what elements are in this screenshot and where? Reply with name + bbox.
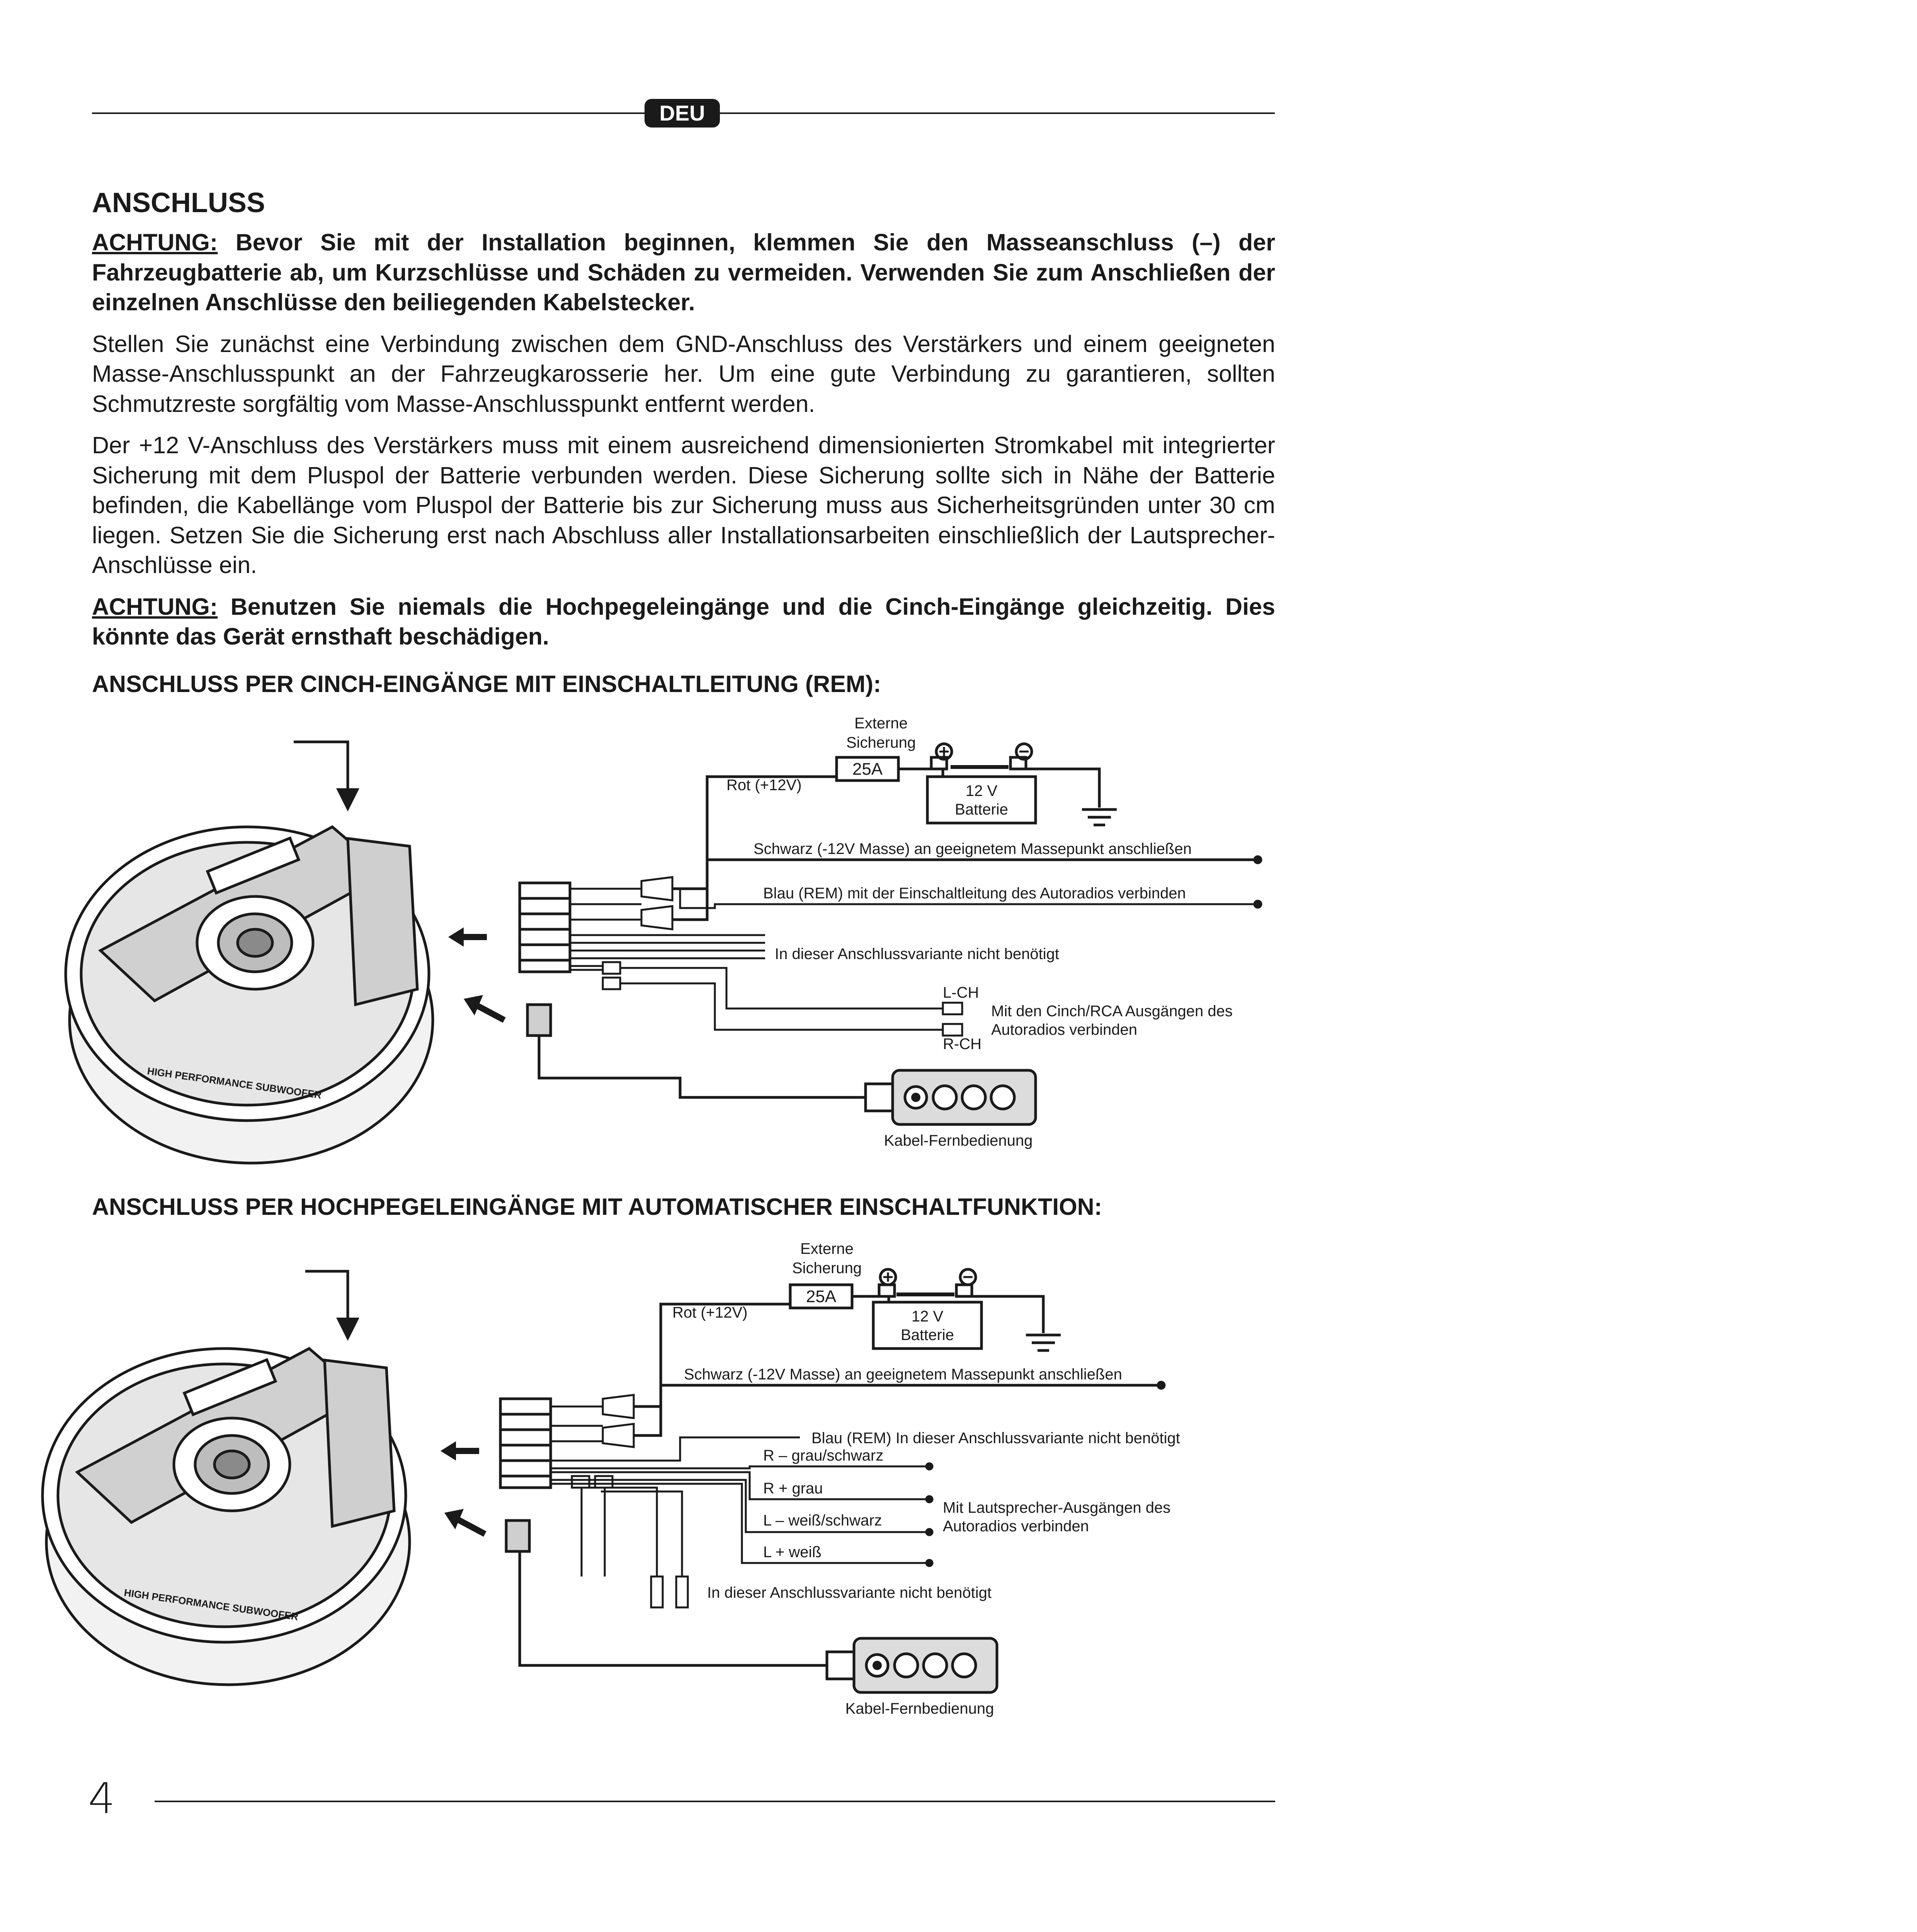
l-minus-label: L – weiß/schwarz [763,1512,882,1529]
ground-wire-end [1255,857,1261,863]
subwoofer-unit [43,1349,410,1685]
ground-paragraph: Stellen Sie zunächst eine Verbindung zwischen dem GND-Anschluss des Verstärkers und einem geeigneten Masse-Anschlusspunkt an der Fahrzeugkarosserie her. Um eine gute Verbindung zu garantieren, sollten Schmutzreste sorgfältig vom Masse-Anschlusspunkt entfernt werden. [92,330,1275,417]
diagram-1-heading: ANSCHLUSS PER CINCH-EINGÄNGE MIT EINSCHALTLEITUNG (REM): [92,671,881,697]
battery-label-line2: Batterie [901,1327,954,1344]
rca-label-line1: Mit den Cinch/RCA Ausgängen des [991,1003,1233,1020]
fuse-value: 25A [806,1287,837,1306]
battery-label-line1: 12 V [965,782,998,799]
wire-bundle [570,877,765,989]
unused-rca-plugs [582,1488,688,1607]
r-minus-label: R – grau/schwarz [763,1447,884,1464]
l-plus-label: L + weiß [763,1544,822,1561]
rch-label: R-CH [943,1036,981,1053]
warning-paragraph-1 [92,228,1275,317]
black-wire-label: Schwarz (-12V Masse) an geeignetem Massepunkt anschließen [754,840,1192,857]
connector-arrow [448,927,504,1020]
warning-text: Benutzen Sie niemals die Hochpegeleingänge und die Cinch-Eingänge gleichzeitig. Dies könnte das Gerät ernsthaft beschädigen. [92,593,1275,650]
fuse-value: 25A [852,760,883,779]
speaker-label-line2: Autoradios verbinden [943,1518,1089,1535]
speaker-label-line1: Mit Lautsprecher-Ausgängen des [943,1499,1171,1516]
red-wire-label: Rot (+12V) [672,1304,748,1321]
header-rule-right [720,112,1275,114]
warning-text: Bevor Sie mit der Installation beginnen, klemmen Sie den Masseanschluss (–) der Fahrzeugbatterie ab, um Kurzschlüsse und Schäden zu vermeiden. Verwenden Sie zum Anschließen der einzelnen Anschlüsse den beiliegenden Kabelstecker. [92,229,1275,316]
device-print: HIGH PERFORMANCE SUBWOOFER [123,1587,299,1623]
unused-rca-label: In dieser Anschlussvariante nicht benötigt [707,1584,992,1601]
diagram-2-heading: ANSCHLUSS PER HOCHPEGELEINGÄNGE MIT AUTOMATISCHER EINSCHALTFUNKTION: [92,1194,1102,1220]
wiring-diagram-high-level [0,1221,1314,1735]
r-plus-label: R + grau [763,1480,823,1497]
fuse-label-line2: Sicherung [846,734,916,751]
remote-control-cable [539,1036,866,1097]
subwoofer-unit [66,827,433,1163]
wiring-diagram-rca [0,696,1314,1159]
remote-label: Kabel-Fernbedienung [884,1132,1033,1149]
header-rule-left [92,112,645,114]
ground-wire-end [1158,1382,1164,1388]
connector-arrow [441,1441,485,1534]
lch-label: L-CH [943,984,979,1001]
remote-control-unit [866,1070,1036,1124]
section-title: ANSCHLUSS [92,187,265,218]
mount-arrow [305,1271,359,1341]
wire-harness-plug [500,1399,551,1551]
mount-arrow [294,742,359,811]
page-number: 4 [88,1774,115,1823]
wire-harness-plug [520,883,570,1036]
fuse-label-line1: Externe [800,1240,854,1257]
body-text [92,185,1275,663]
rca-label-line2: Autoradios verbinden [991,1021,1138,1038]
fuse-label-line2: Sicherung [792,1260,862,1277]
wire-bundle [551,1395,634,1488]
battery-label-line1: 12 V [911,1308,944,1325]
remote-label: Kabel-Fernbedienung [845,1700,994,1717]
blue-wire-label: Blau (REM) mit der Einschaltleitung des Autoradios verbinden [763,885,1186,902]
warning-label: ACHTUNG: [92,593,218,620]
device-print: HIGH PERFORMANCE SUBWOOFER [146,1065,322,1101]
ground-wire [634,1385,1159,1435]
remote-wire-end [1255,901,1261,907]
power-wire [672,744,1117,889]
remote-control-unit [827,1638,997,1692]
footer-rule [155,1801,1275,1802]
power-paragraph: Der +12 V-Anschluss des Verstärkers muss mit einem ausreichend dimensionierten Stromkabel mit integrierter Sicherung mit dem Pluspol der Batterie verbunden werden. Diese Sicherung sollte sich in Nähe der Batterie befinden, die Kabellänge vom Pluspol der Batterie bis zur Sicherung muss aus Sicherheitsgründen unter 30 cm liegen. Setzen Sie die Sicherung erst nach Abschluss aller Installationsarbeiten einschließlich der Lautsprecher-Anschlüsse ein. [92,432,1275,578]
rca-wires [620,968,962,1036]
remote-control-cable [520,1551,827,1665]
language-badge: DEU [645,99,720,128]
fuse-label-line1: Externe [854,715,908,732]
warning-paragraph-2 [92,592,1275,652]
black-wire-label: Schwarz (-12V Masse) an geeignetem Massepunkt anschließen [684,1366,1122,1383]
warning-label: ACHTUNG: [92,229,218,256]
unused-wires-label: In dieser Anschlussvariante nicht benötigt [775,946,1059,963]
battery-label-line2: Batterie [955,801,1008,818]
blue-wire-label: Blau (REM) In dieser Anschlussvariante nicht benötigt [811,1430,1180,1447]
red-wire-label: Rot (+12V) [726,777,802,794]
